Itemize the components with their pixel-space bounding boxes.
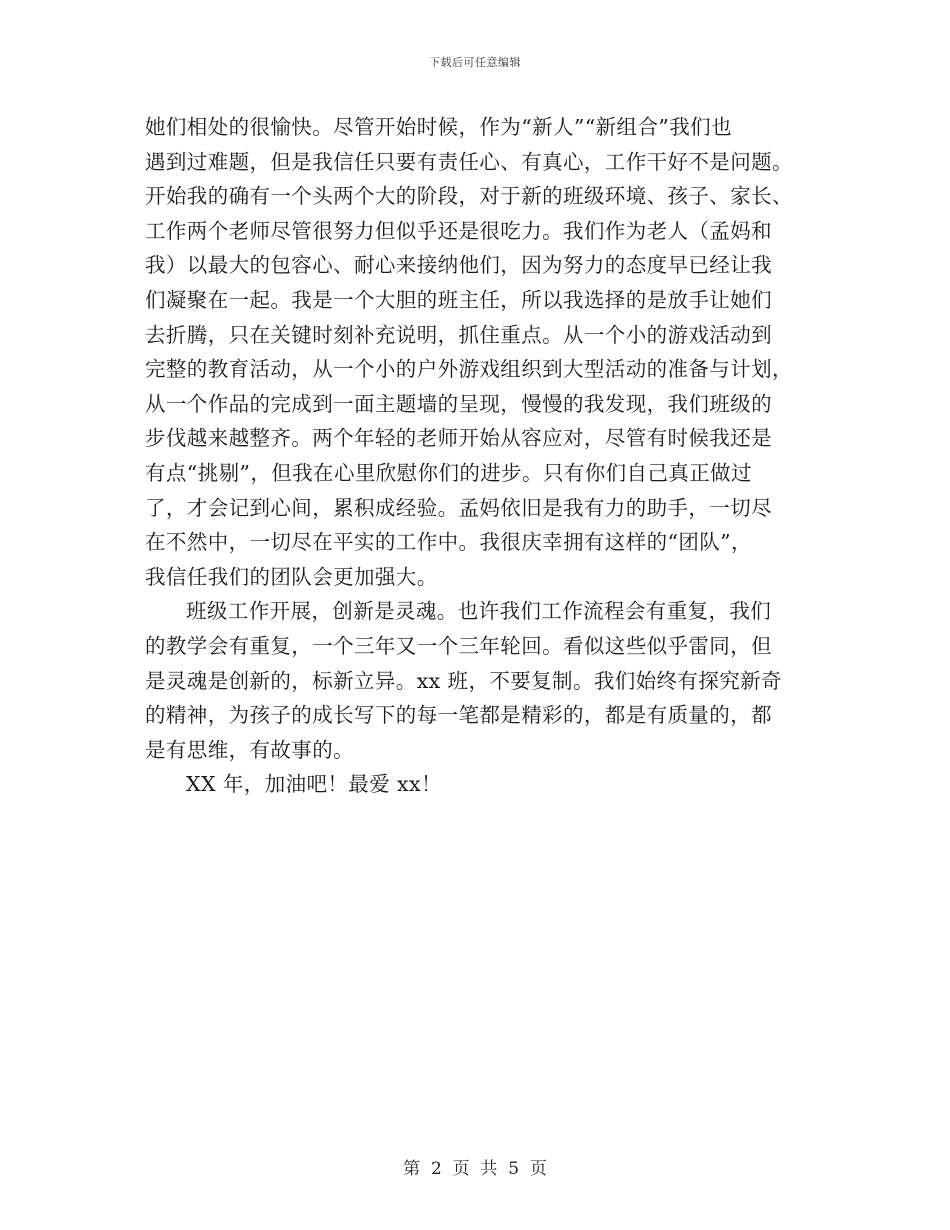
body-line: 是有思维，有故事的。 — [145, 737, 354, 762]
body-line: 完整的教育活动，从一个小的户外游戏组织到大型活动的准备与计划， — [145, 357, 793, 382]
body-line: 的教学会有重复，一个三年又一个三年轮回。看似这些似乎雷同，但 — [145, 633, 772, 658]
page-header: 下载后可任意编辑 — [429, 56, 521, 69]
body-line: 我信任我们的团队会更加强大。 — [145, 564, 438, 589]
page-footer-page-number: 第 2 页 共 5 页 — [403, 1159, 547, 1179]
body-line: 我）以最大的包容心、耐心来接纳他们，因为努力的态度早已经让我 — [145, 253, 772, 278]
body-line: 开始我的确有一个头两个大的阶段，对于新的班级环境、孩子、家长、 — [145, 184, 793, 209]
paragraph-start-line: 班级工作开展，创新是灵魂。也许我们工作流程会有重复，我们 — [186, 599, 772, 624]
body-line: 们凝聚在一起。我是一个大胆的班主任，所以我选择的是放手让她们 — [145, 287, 772, 312]
body-line: 工作两个老师尽管很努力但似乎还是很吃力。我们作为老人（孟妈和 — [145, 218, 772, 243]
body-line: 遇到过难题，但是我信任只要有责任心、有真心，工作干好不是问题。 — [145, 149, 793, 174]
body-line: 有点“挑剔”，但我在心里欣慰你们的进步。只有你们自己真正做过 — [145, 460, 752, 485]
closing-line: XX 年，加油吧！最爱 xx！ — [186, 772, 442, 797]
body-line: 从一个作品的完成到一面主题墙的呈现，慢慢的我发现，我们班级的 — [145, 391, 772, 416]
document-body — [145, 110, 805, 802]
body-line: 是灵魂是创新的，标新立异。xx 班，不要复制。我们始终有探究新奇 — [145, 668, 782, 693]
body-line: 的精神，为孩子的成长写下的每一笔都是精彩的，都是有质量的，都 — [145, 703, 772, 728]
body-line: 在不然中，一切尽在平实的工作中。我很庆幸拥有这样的“团队”， — [145, 530, 752, 555]
body-line: 去折腾，只在关键时刻补充说明，抓住重点。从一个小的游戏活动到 — [145, 322, 772, 347]
body-line: 了，才会记到心间，累积成经验。孟妈依旧是我有力的助手，一切尽 — [145, 495, 772, 520]
body-line: 步伐越来越整齐。两个年轻的老师开始从容应对，尽管有时候我还是 — [145, 426, 772, 451]
body-line: 她们相处的很愉快。尽管开始时候，作为“新人”“新组合”我们也 — [145, 115, 732, 139]
